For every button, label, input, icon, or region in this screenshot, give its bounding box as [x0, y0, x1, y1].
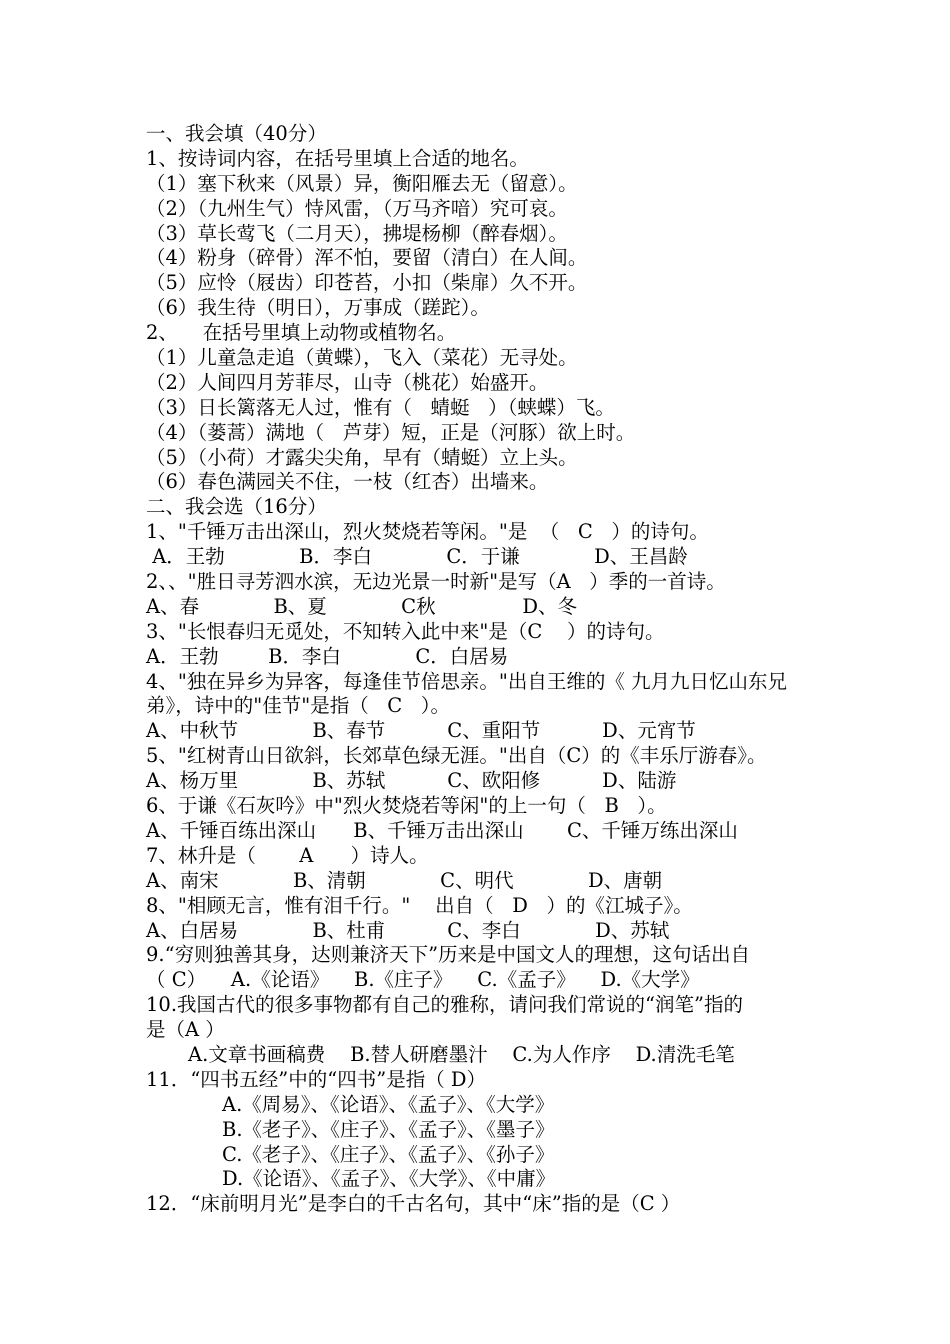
answer-line: （1）塞下秋来（风景）异，衡阳雁去无（留意）。: [146, 171, 578, 195]
options-line: A.《周易》、《论语》、《孟子》、《大学》: [222, 1092, 555, 1116]
answer-line: （4）（蒌蒿）满地（ 芦芽）短，正是（河豚）欲上时。: [146, 420, 636, 444]
question-line: 1、按诗词内容，在括号里填上合适的地名。: [146, 146, 529, 170]
question-line: 11．“四书五经”中的“四书”是指（ D）: [146, 1067, 487, 1091]
options-line: A、中秋节 B、春节 C、重阳节 D、元宵节: [146, 719, 696, 743]
options-line: A、杨万里 B、苏轼 C、欧阳修 D、陆游: [146, 769, 677, 793]
question-line: 是（A ）: [146, 1018, 225, 1042]
options-line: C.《老子》、《庄子》、《孟子》、《孙子》: [222, 1142, 555, 1166]
question-line: 弟》，诗中的"佳节"是指（ C ）。: [146, 694, 451, 718]
exam-content: [146, 122, 866, 1217]
answer-line: （5）应怜（屐齿）印苍苔，小扣（柴扉）久不开。: [146, 271, 588, 295]
section-heading-choose: 二、我会选（16分）: [146, 495, 327, 519]
answer-line: （3）日长篱落无人过，惟有（ 蜻蜓 ）（蛱蝶）飞。: [146, 395, 615, 419]
answer-line: （6）春色满园关不住，一枝（红杏）出墙来。: [146, 470, 549, 494]
question-line: 4、"独在异乡为异客，每逢佳节倍思亲。"出自王维的《 九月九日忆山东兄: [146, 669, 788, 693]
answer-line: （5）（小荷）才露尖尖角，早有（蜻蜓）立上头。: [146, 445, 578, 469]
question-line: 9.“穷则独善其身，达则兼济天下”历来是中国文人的理想，这句话出自: [146, 943, 751, 967]
question-line: 3、"长恨春归无觅处，不知转入此中来"是（C ）的诗句。: [146, 619, 665, 643]
options-line: A、白居易 B、杜甫 C、李白 D、苏轼: [146, 918, 670, 942]
answer-line: （3）草长莺飞（二月天），拂堤杨柳（醉春烟）。: [146, 221, 568, 245]
options-line: A.文章书画稿费 B.替人研磨墨汁 C.为人作序 D.清洗毛笔: [188, 1042, 735, 1066]
options-line: （ C） A.《论语》 B.《庄子》 C.《孟子》 D.《大学》: [146, 968, 700, 992]
section-heading-fill: 一、我会填（40分）: [146, 122, 327, 145]
options-line: D.《论语》、《孟子》、《大学》、《中庸》: [222, 1167, 556, 1191]
question-line: 5、"红树青山日欲斜，长郊草色绿无涯。"出自（C）的《丰乐厅游春》。: [146, 744, 767, 768]
question-line: 12．“床前明月光”是李白的千古名句，其中“床”指的是（C ）: [146, 1192, 681, 1216]
question-line: 6、于谦《石灰吟》中"烈火焚烧若等闲"的上一句（ B ）。: [146, 794, 667, 818]
question-line: 7、林升是（ A ）诗人。: [146, 843, 429, 867]
options-line: A、春 B、夏 C秋 D、冬: [146, 594, 578, 618]
options-line: A、南宋 B、清朝 C、明代 D、唐朝: [146, 868, 663, 892]
question-line: 2、 在括号里填上动物或植物名。: [146, 321, 457, 345]
question-line: 8、"相顾无言，惟有泪千行。" 出自（ D ）的《江城子》。: [146, 893, 693, 917]
question-line: 2、、"胜日寻芳泗水滨，无边光景一时新"是写（A ）季的一首诗。: [146, 570, 726, 594]
answer-line: （1）儿童急走追（黄蝶），飞入（菜花）无寻处。: [146, 346, 578, 370]
question-line: 1、"千锤万击出深山，烈火焚烧若等闲。"是 （ C ）的诗句。: [146, 520, 709, 544]
answer-line: （4）粉身（碎骨）浑不怕，要留（清白）在人间。: [146, 246, 588, 270]
options-line: B.《老子》、《庄子》、《孟子》、《墨子》: [222, 1117, 555, 1141]
answer-line: （2）人间四月芳菲尽，山寺（桃花）始盛开。: [146, 370, 549, 394]
options-line: A．王勃 B．李白 C．于谦 D、王昌龄: [146, 545, 688, 569]
question-line: 10.我国古代的很多事物都有自己的雅称，请问我们常说的“润笔”指的: [146, 993, 743, 1017]
options-line: A．王勃 B．李白 C．白居易: [146, 644, 509, 668]
options-line: A、千锤百练出深山 B、千锤万击出深山 C、千锤万练出深山: [146, 818, 738, 842]
answer-line: （2）（九州生气）恃风雷，（万马齐喑）究可哀。: [146, 196, 568, 220]
answer-line: （6）我生待（明日），万事成（蹉跎）。: [146, 296, 490, 320]
